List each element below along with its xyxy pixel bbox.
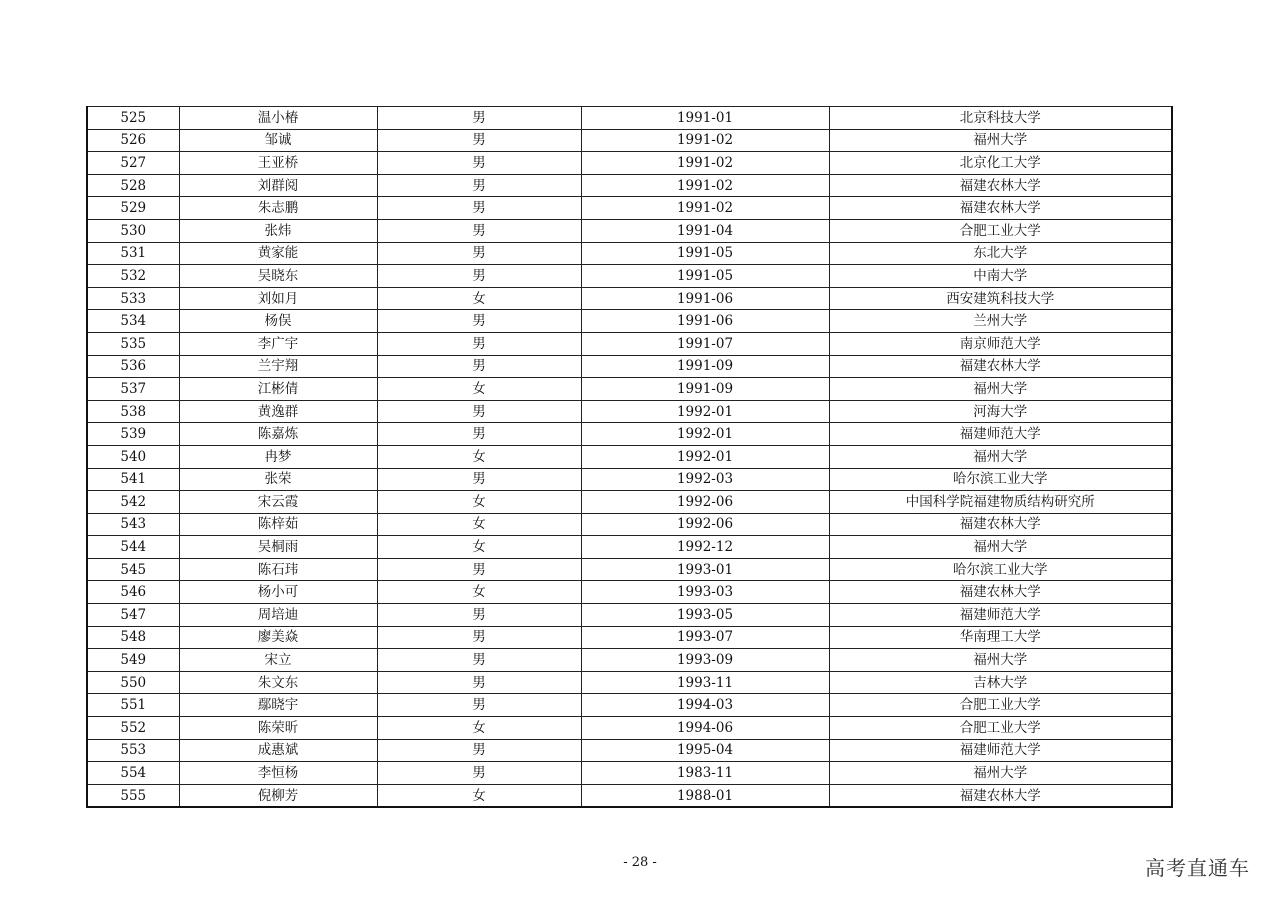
row-number: 532	[87, 265, 179, 288]
birth-date-cell: 1991-09	[581, 378, 829, 401]
row-number: 536	[87, 355, 179, 378]
table-row	[87, 378, 1172, 401]
row-number: 539	[87, 423, 179, 446]
table-row	[87, 784, 1172, 807]
gender-cell: 女	[377, 491, 581, 514]
birth-date-cell: 1991-02	[581, 174, 829, 197]
name-cell: 吴桐雨	[179, 536, 377, 559]
gender-cell: 男	[377, 739, 581, 762]
gender-cell: 男	[377, 129, 581, 152]
birth-date-cell: 1992-01	[581, 445, 829, 468]
table-row	[87, 265, 1172, 288]
name-cell: 周培迪	[179, 604, 377, 627]
name-cell: 陈石玮	[179, 558, 377, 581]
row-number: 554	[87, 762, 179, 785]
row-number: 528	[87, 174, 179, 197]
name-cell: 倪柳芳	[179, 784, 377, 807]
row-number: 526	[87, 129, 179, 152]
name-cell: 温小椿	[179, 107, 377, 130]
roster-table-container	[86, 106, 1171, 808]
institution-cell: 福建师范大学	[829, 604, 1172, 627]
gender-cell: 男	[377, 694, 581, 717]
institution-cell: 福建农林大学	[829, 784, 1172, 807]
name-cell: 冉梦	[179, 445, 377, 468]
gender-cell: 男	[377, 671, 581, 694]
gender-cell: 男	[377, 310, 581, 333]
birth-date-cell: 1992-03	[581, 468, 829, 491]
name-cell: 陈梓茹	[179, 513, 377, 536]
institution-cell: 福州大学	[829, 649, 1172, 672]
institution-cell: 福州大学	[829, 445, 1172, 468]
row-number: 537	[87, 378, 179, 401]
table-row	[87, 558, 1172, 581]
institution-cell: 合肥工业大学	[829, 219, 1172, 242]
table-row	[87, 219, 1172, 242]
gender-cell: 男	[377, 332, 581, 355]
table-row	[87, 717, 1172, 740]
birth-date-cell: 1994-06	[581, 717, 829, 740]
row-number: 531	[87, 242, 179, 265]
gender-cell: 女	[377, 513, 581, 536]
row-number: 547	[87, 604, 179, 627]
row-number: 529	[87, 197, 179, 220]
table-row	[87, 445, 1172, 468]
birth-date-cell: 1991-09	[581, 355, 829, 378]
name-cell: 邹诚	[179, 129, 377, 152]
name-cell: 李广宇	[179, 332, 377, 355]
gender-cell: 男	[377, 197, 581, 220]
institution-cell: 东北大学	[829, 242, 1172, 265]
name-cell: 朱文东	[179, 671, 377, 694]
name-cell: 宋立	[179, 649, 377, 672]
table-row	[87, 604, 1172, 627]
institution-cell: 北京科技大学	[829, 107, 1172, 130]
institution-cell: 北京化工大学	[829, 152, 1172, 175]
birth-date-cell: 1991-06	[581, 287, 829, 310]
institution-cell: 福建农林大学	[829, 355, 1172, 378]
table-row	[87, 581, 1172, 604]
institution-cell: 中国科学院福建物质结构研究所	[829, 491, 1172, 514]
birth-date-cell: 1995-04	[581, 739, 829, 762]
name-cell: 杨小可	[179, 581, 377, 604]
row-number: 553	[87, 739, 179, 762]
birth-date-cell: 1993-11	[581, 671, 829, 694]
name-cell: 江彬倩	[179, 378, 377, 401]
gender-cell: 男	[377, 219, 581, 242]
institution-cell: 吉林大学	[829, 671, 1172, 694]
gender-cell: 男	[377, 468, 581, 491]
gender-cell: 男	[377, 626, 581, 649]
table-row	[87, 129, 1172, 152]
row-number: 543	[87, 513, 179, 536]
institution-cell: 合肥工业大学	[829, 717, 1172, 740]
table-row	[87, 197, 1172, 220]
institution-cell: 哈尔滨工业大学	[829, 468, 1172, 491]
birth-date-cell: 1993-01	[581, 558, 829, 581]
institution-cell: 西安建筑科技大学	[829, 287, 1172, 310]
table-row	[87, 513, 1172, 536]
row-number: 549	[87, 649, 179, 672]
name-cell: 兰宇翔	[179, 355, 377, 378]
gender-cell: 男	[377, 152, 581, 175]
row-number: 540	[87, 445, 179, 468]
table-row	[87, 626, 1172, 649]
institution-cell: 中南大学	[829, 265, 1172, 288]
institution-cell: 兰州大学	[829, 310, 1172, 333]
institution-cell: 南京师范大学	[829, 332, 1172, 355]
institution-cell: 哈尔滨工业大学	[829, 558, 1172, 581]
birth-date-cell: 1991-06	[581, 310, 829, 333]
name-cell: 成惠斌	[179, 739, 377, 762]
row-number: 551	[87, 694, 179, 717]
birth-date-cell: 1993-07	[581, 626, 829, 649]
institution-cell: 福州大学	[829, 129, 1172, 152]
gender-cell: 女	[377, 717, 581, 740]
roster-table-body	[87, 107, 1172, 808]
table-row	[87, 355, 1172, 378]
name-cell: 陈嘉炼	[179, 423, 377, 446]
birth-date-cell: 1991-01	[581, 107, 829, 130]
name-cell: 王亚桥	[179, 152, 377, 175]
table-row	[87, 152, 1172, 175]
institution-cell: 华南理工大学	[829, 626, 1172, 649]
row-number: 545	[87, 558, 179, 581]
table-row	[87, 174, 1172, 197]
row-number: 542	[87, 491, 179, 514]
row-number: 538	[87, 400, 179, 423]
table-row	[87, 536, 1172, 559]
name-cell: 刘群阅	[179, 174, 377, 197]
table-row	[87, 739, 1172, 762]
birth-date-cell: 1992-01	[581, 400, 829, 423]
table-row	[87, 332, 1172, 355]
gender-cell: 女	[377, 784, 581, 807]
gender-cell: 女	[377, 445, 581, 468]
gender-cell: 男	[377, 558, 581, 581]
gender-cell: 男	[377, 604, 581, 627]
birth-date-cell: 1993-09	[581, 649, 829, 672]
institution-cell: 福建农林大学	[829, 513, 1172, 536]
institution-cell: 合肥工业大学	[829, 694, 1172, 717]
institution-cell: 福州大学	[829, 378, 1172, 401]
table-row	[87, 423, 1172, 446]
name-cell: 李恒杨	[179, 762, 377, 785]
gender-cell: 男	[377, 762, 581, 785]
birth-date-cell: 1991-05	[581, 242, 829, 265]
institution-cell: 福建农林大学	[829, 174, 1172, 197]
birth-date-cell: 1991-04	[581, 219, 829, 242]
table-row	[87, 491, 1172, 514]
name-cell: 张荣	[179, 468, 377, 491]
table-row	[87, 468, 1172, 491]
row-number: 535	[87, 332, 179, 355]
name-cell: 宋云霞	[179, 491, 377, 514]
gender-cell: 女	[377, 287, 581, 310]
table-row	[87, 107, 1172, 130]
institution-cell: 福建师范大学	[829, 739, 1172, 762]
row-number: 534	[87, 310, 179, 333]
name-cell: 陈荣昕	[179, 717, 377, 740]
gender-cell: 女	[377, 378, 581, 401]
birth-date-cell: 1991-07	[581, 332, 829, 355]
table-row	[87, 287, 1172, 310]
row-number: 548	[87, 626, 179, 649]
table-row	[87, 242, 1172, 265]
institution-cell: 福建农林大学	[829, 581, 1172, 604]
row-number: 527	[87, 152, 179, 175]
row-number: 530	[87, 219, 179, 242]
birth-date-cell: 1991-05	[581, 265, 829, 288]
birth-date-cell: 1991-02	[581, 129, 829, 152]
name-cell: 朱志鹏	[179, 197, 377, 220]
birth-date-cell: 1993-03	[581, 581, 829, 604]
birth-date-cell: 1992-06	[581, 513, 829, 536]
institution-cell: 福州大学	[829, 536, 1172, 559]
name-cell: 刘如月	[179, 287, 377, 310]
row-number: 546	[87, 581, 179, 604]
gender-cell: 男	[377, 265, 581, 288]
name-cell: 张炜	[179, 219, 377, 242]
name-cell: 黄逸群	[179, 400, 377, 423]
watermark-logo: 高考直通车	[1145, 856, 1250, 880]
birth-date-cell: 1988-01	[581, 784, 829, 807]
row-number: 533	[87, 287, 179, 310]
name-cell: 廖美焱	[179, 626, 377, 649]
table-row	[87, 649, 1172, 672]
name-cell: 黄家能	[179, 242, 377, 265]
roster-table	[86, 106, 1173, 808]
row-number: 550	[87, 671, 179, 694]
gender-cell: 男	[377, 423, 581, 446]
gender-cell: 男	[377, 174, 581, 197]
gender-cell: 男	[377, 355, 581, 378]
gender-cell: 女	[377, 581, 581, 604]
institution-cell: 福建农林大学	[829, 197, 1172, 220]
gender-cell: 女	[377, 536, 581, 559]
birth-date-cell: 1992-12	[581, 536, 829, 559]
row-number: 555	[87, 784, 179, 807]
institution-cell: 福州大学	[829, 762, 1172, 785]
name-cell: 杨俣	[179, 310, 377, 333]
gender-cell: 男	[377, 242, 581, 265]
row-number: 525	[87, 107, 179, 130]
row-number: 552	[87, 717, 179, 740]
institution-cell: 河海大学	[829, 400, 1172, 423]
institution-cell: 福建师范大学	[829, 423, 1172, 446]
name-cell: 吴晓东	[179, 265, 377, 288]
birth-date-cell: 1983-11	[581, 762, 829, 785]
gender-cell: 男	[377, 649, 581, 672]
birth-date-cell: 1991-02	[581, 197, 829, 220]
gender-cell: 男	[377, 400, 581, 423]
table-row	[87, 310, 1172, 333]
birth-date-cell: 1992-01	[581, 423, 829, 446]
row-number: 541	[87, 468, 179, 491]
table-row	[87, 400, 1172, 423]
row-number: 544	[87, 536, 179, 559]
birth-date-cell: 1994-03	[581, 694, 829, 717]
table-row	[87, 694, 1172, 717]
table-row	[87, 671, 1172, 694]
name-cell: 鄢晓宇	[179, 694, 377, 717]
page-number: - 28 -	[623, 855, 657, 870]
birth-date-cell: 1992-06	[581, 491, 829, 514]
table-row	[87, 762, 1172, 785]
gender-cell: 男	[377, 107, 581, 130]
birth-date-cell: 1991-02	[581, 152, 829, 175]
birth-date-cell: 1993-05	[581, 604, 829, 627]
